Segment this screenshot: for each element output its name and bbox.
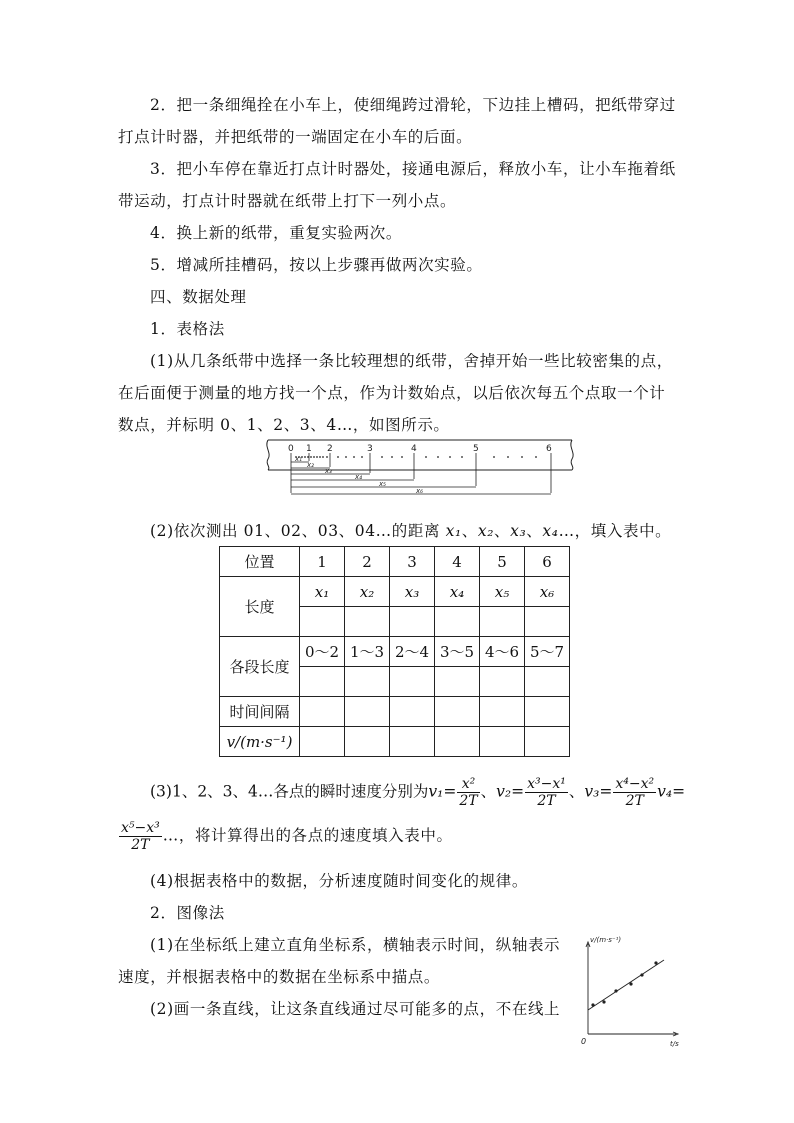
table-cell: 0～2: [300, 637, 345, 667]
table-cell-empty: [435, 607, 480, 637]
table-row: [220, 637, 570, 667]
method-1-p2: (2)依次测出 01、02、03、04…的距离 x₁、x₂、x₃、x₄…，填入表中。: [150, 522, 672, 540]
table-cell: x₄: [435, 577, 480, 607]
table-cell: 2～4: [390, 637, 435, 667]
tape-x6-label: x₆: [416, 487, 423, 495]
table-cell: 3～5: [435, 637, 480, 667]
method-1-p4: (4)根据表格中的数据，分析速度随时间变化的规律。: [150, 872, 528, 890]
table-cell: 2: [345, 547, 390, 577]
fraction-v2-num: x³−x¹: [527, 776, 566, 792]
table-cell: x₆: [525, 577, 570, 607]
velocity-time-graph: [578, 932, 682, 1048]
table-cell: x₅: [480, 577, 525, 607]
tape-x5-label: x₅: [379, 480, 386, 488]
table-row: [220, 697, 570, 727]
table-row: [220, 727, 570, 757]
table-cell: x₂: [345, 577, 390, 607]
fraction-v3-den: 2T: [625, 793, 644, 810]
table-cell-empty: [525, 667, 570, 697]
step-3-line-1: 3．把小车停在靠近打点计时器处，接通电源后，释放小车，让小车拖着纸: [150, 160, 676, 178]
tape-point-3: 3: [367, 444, 373, 454]
table-cell-empty: [525, 607, 570, 637]
table-header-velocity: v/(m·s⁻¹): [220, 727, 300, 757]
table-cell-empty: [480, 667, 525, 697]
p2-prefix: (2)依次测出 01、02、03、04…的距离: [150, 522, 446, 540]
fraction-v3-num: x⁴−x²: [615, 776, 655, 792]
table-cell-empty: [345, 667, 390, 697]
tape-point-1: 1: [306, 444, 312, 454]
table-cell-empty: [390, 727, 435, 757]
table-cell-empty: [525, 727, 570, 757]
tape-point-6: 6: [546, 444, 552, 454]
table-cell-empty: [300, 607, 345, 637]
method-2-title: 2．图像法: [150, 904, 225, 922]
graph-x-label: t/s: [670, 1040, 679, 1048]
table-cell-empty: [390, 667, 435, 697]
table-cell: x₃: [390, 577, 435, 607]
method-1-p1-line-2: 在后面便于测量的地方找一个点，作为计数始点，以后依次每五个点取一个计: [118, 384, 666, 402]
fraction-v2: [525, 776, 568, 809]
paper-tape-diagram: [262, 437, 578, 507]
p3-prefix: (3)1、2、3、4…各点的瞬时速度分别为: [150, 782, 429, 801]
tape-point-2: 2: [327, 444, 333, 454]
tape-dots: [295, 456, 537, 458]
method-1-p3-cont: [118, 820, 453, 853]
table-cell: 1: [300, 547, 345, 577]
table-header-segment: 各段长度: [220, 637, 300, 697]
fraction-v1: [457, 776, 479, 809]
formula-sep: 、: [568, 782, 585, 801]
step-2-line-1: 2．把一条细绳拴在小车上，使细绳跨过滑轮，下边挂上槽码，把纸带穿过: [150, 96, 676, 114]
table-cell-empty: [435, 667, 480, 697]
table-cell-empty: [345, 607, 390, 637]
table-cell: x₁: [300, 577, 345, 607]
section-heading: 四、数据处理: [150, 288, 247, 306]
tape-x2-label: x₂: [307, 461, 314, 469]
p2-x2: x₂: [477, 522, 495, 540]
p2-x3: x₃: [510, 522, 527, 540]
method-2-p1-line-1: (1)在坐标纸上建立直角坐标系，横轴表示时间，纵轴表示: [150, 936, 561, 954]
table-cell-empty: [525, 697, 570, 727]
table-cell-empty: [435, 727, 480, 757]
tape-point-5: 5: [473, 444, 479, 454]
fraction-v3: [613, 776, 656, 809]
table-cell-empty: [480, 727, 525, 757]
table-cell-empty: [345, 727, 390, 757]
table-cell: 3: [390, 547, 435, 577]
method-1-p3: [150, 776, 685, 809]
table-cell: 5～7: [525, 637, 570, 667]
formula-v4: v₄=: [657, 782, 686, 801]
p3-suffix: …，将计算得出的各点的速度填入表中。: [162, 826, 453, 845]
table-cell-empty: [480, 607, 525, 637]
plotted-points: [591, 961, 657, 1006]
fraction-v2-den: 2T: [537, 793, 556, 810]
formula-v1: v₁=: [428, 782, 457, 801]
formula-sep: 、: [480, 782, 497, 801]
step-4: 4．换上新的纸带，重复实验两次。: [150, 224, 402, 242]
table-cell-empty: [390, 607, 435, 637]
tape-x1-label: x₁: [295, 455, 302, 463]
fraction-v1-num: x²: [457, 776, 479, 793]
table-cell: 4: [435, 547, 480, 577]
best-fit-line: [588, 960, 664, 1010]
table-cell-empty: [300, 697, 345, 727]
method-1-title: 1．表格法: [150, 320, 225, 338]
step-2-line-2: 打点计时器，并把纸带的一端固定在小车的后面。: [118, 128, 473, 146]
table-cell-empty: [390, 697, 435, 727]
table-header-interval: 时间间隔: [220, 697, 300, 727]
p2-suffix: …，填入表中。: [558, 522, 672, 540]
graph-y-label: v/(m·s⁻¹): [590, 936, 622, 944]
table-cell: 4～6: [480, 637, 525, 667]
table-cell-empty: [435, 697, 480, 727]
p2-x1: x₁: [445, 522, 462, 540]
table-header-position: 位置: [220, 547, 300, 577]
formula-v3: v₃=: [584, 782, 613, 801]
step-5: 5．增减所挂槽码，按以上步骤再做两次实验。: [150, 256, 483, 274]
table-cell-empty: [345, 697, 390, 727]
tape-x4-label: x₄: [355, 473, 362, 481]
table-row: [220, 577, 570, 607]
table-cell-empty: [300, 667, 345, 697]
data-table: [219, 546, 570, 757]
method-2-p2-line-1: (2)画一条直线，让这条直线通过尽可能多的点，不在线上: [150, 1000, 561, 1018]
fraction-v1-den: 2T: [459, 793, 478, 810]
fraction-v4-num: x⁵−x³: [121, 820, 160, 836]
tape-point-4: 4: [411, 444, 417, 454]
fraction-v4-den: 2T: [131, 837, 150, 854]
table-cell-empty: [300, 727, 345, 757]
table-header-length: 长度: [220, 577, 300, 637]
step-3-line-2: 带运动，打点计时器就在纸带上打下一列小点。: [118, 192, 457, 210]
formula-v2: v₂=: [496, 782, 525, 801]
tape-point-0: 0: [288, 444, 294, 454]
table-cell: 1～3: [345, 637, 390, 667]
method-2-p1-line-2: 速度，并根据表格中的数据在坐标系中描点。: [118, 968, 441, 986]
tape-x3-label: x₃: [325, 467, 332, 475]
table-cell: 6: [525, 547, 570, 577]
table-cell-empty: [480, 697, 525, 727]
p2-x4: x₄: [542, 522, 559, 540]
fraction-v4: [119, 820, 162, 853]
graph-origin: 0: [581, 1037, 587, 1046]
method-1-p1-line-1: (1)从几条纸带中选择一条比较理想的纸带，舍掉开始一些比较密集的点，: [150, 352, 673, 370]
table-row: [220, 547, 570, 577]
table-cell: 5: [480, 547, 525, 577]
method-1-p1-line-3: 数点，并标明 0、1、2、3、4…，如图所示。: [118, 416, 450, 434]
